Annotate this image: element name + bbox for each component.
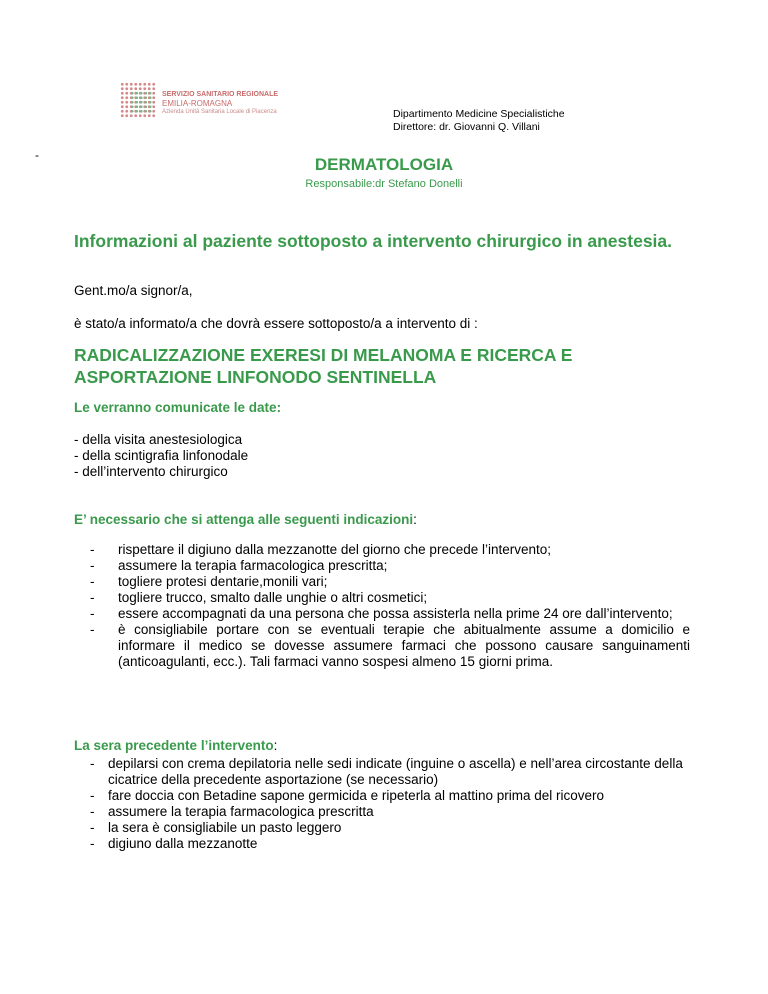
evening-heading-text: La sera precedente l’intervento bbox=[74, 738, 274, 753]
instructions-heading bbox=[74, 512, 417, 527]
dates-list bbox=[74, 432, 248, 480]
list-item: - togliere trucco, smalto dalle unghie o altri cosmetici; bbox=[90, 590, 690, 606]
logo-line-2: EMILIA-ROMAGNA bbox=[162, 99, 233, 108]
evening-list bbox=[90, 756, 710, 852]
procedure-line-2: ASPORTAZIONE LINFONODO SENTINELLA bbox=[74, 367, 437, 387]
list-item: - assumere la terapia farmacologica prescritta; bbox=[90, 558, 690, 574]
department-name: Dipartimento Medicine Specialistiche bbox=[393, 108, 565, 120]
list-item: - depilarsi con crema depilatoria nelle sedi indicate (inguine o ascella) e nell’area circostante della cicatrice della precedente asportazione (se necessario) bbox=[90, 756, 710, 788]
list-item: - digiuno dalla mezzanotte bbox=[90, 836, 710, 852]
instructions-heading-colon: : bbox=[413, 512, 417, 527]
greeting: Gent.mo/a signor/a, bbox=[74, 283, 193, 298]
info-heading: Informazioni al paziente sottoposto a intervento chirurgico in anestesia. bbox=[74, 231, 673, 251]
list-item: - essere accompagnati da una persona che possa assisterla nella prime 24 ore dall’intervento; bbox=[90, 606, 690, 622]
logo-line-3: Azienda Unità Sanitaria Locale di Piacenza bbox=[162, 109, 277, 115]
list-item: - togliere protesi dentarie,monili vari; bbox=[90, 574, 690, 590]
procedure-line-1: RADICALIZZAZIONE EXERESI DI MELANOMA E RICERCA E bbox=[74, 345, 573, 365]
intro-text: è stato/a informato/a che dovrà essere sottoposto/a a intervento di : bbox=[74, 316, 478, 331]
logo-line-1: SERVIZIO SANITARIO REGIONALE bbox=[162, 91, 279, 98]
instructions-list bbox=[90, 542, 690, 670]
list-item: - della visita anestesiologica bbox=[74, 432, 243, 447]
page-title: DERMATOLOGIA bbox=[314, 155, 454, 174]
list-item: - fare doccia con Betadine sapone germicida e ripeterla al mattino prima del ricovero bbox=[90, 788, 710, 804]
evening-heading bbox=[74, 738, 277, 753]
logo-text bbox=[162, 90, 278, 117]
evening-heading-colon: : bbox=[273, 738, 278, 753]
procedure-title bbox=[74, 344, 572, 388]
list-item: - dell’intervento chirurgico bbox=[74, 464, 228, 479]
instructions-heading-text: E’ necessario che si attenga alle seguenti indicazioni bbox=[74, 512, 414, 527]
list-item: - la sera è consigliabile un pasto leggero bbox=[90, 820, 710, 836]
list-item: - della scintigrafia linfonodale bbox=[74, 448, 249, 463]
list-item: - è consigliabile portare con se eventuali terapie che abitualmente assume a domicilio e informare il medico se dovesse assumere farmaci che possono causare sanguinamenti (anticoagulanti, ecc.). Tali farmaci vanno sospesi almeno 15 giorni prima. bbox=[90, 622, 690, 670]
list-item: - rispettare il digiuno dalla mezzanotte del giorno che precede l’intervento; bbox=[90, 542, 690, 558]
list-item: - assumere la terapia farmacologica prescritta bbox=[90, 804, 710, 820]
logo-emblem bbox=[120, 82, 156, 118]
responsible-line: Responsabile:dr Stefano Donelli bbox=[305, 178, 463, 190]
department-header bbox=[393, 108, 565, 134]
dates-heading: Le verranno comunicate le date: bbox=[74, 400, 282, 415]
stray-dash: - bbox=[35, 148, 39, 162]
department-director: Direttore: dr. Giovanni Q. Villani bbox=[393, 121, 540, 133]
